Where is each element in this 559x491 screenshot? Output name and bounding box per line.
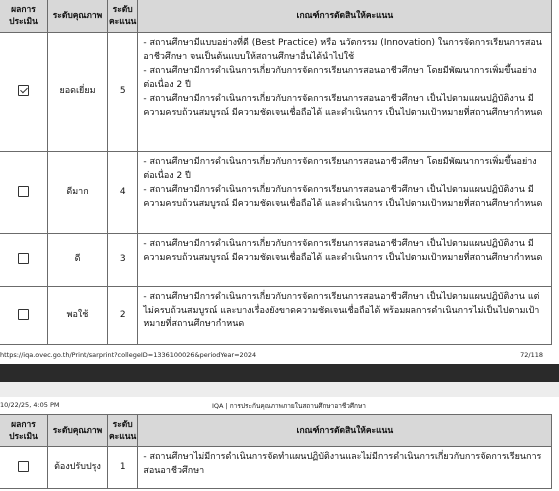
- criteria-cell: [138, 152, 552, 234]
- print-date: 10/22/25, 4:05 PM: [0, 401, 60, 409]
- result-checkbox-fair[interactable]: [18, 309, 29, 320]
- header-quality-level: ระดับคุณภาพ: [48, 415, 108, 447]
- print-url: https://iqa.ovec.go.th/Print/sarprint?collegeID=1336100026&periodYear=2024: [0, 351, 257, 359]
- result-cell: [0, 287, 48, 345]
- criteria-cell: [138, 234, 552, 287]
- criteria-cell: [138, 33, 552, 152]
- criteria-item: - สถานศึกษาไม่มีการดำเนินการจัดทำแผนปฏิบัติงานและไม่มีการดำเนินการเกี่ยวกับการจัดการเรียนการสอนอาชีวศึกษา: [143, 452, 542, 476]
- result-cell: [0, 152, 48, 234]
- page-footer: [0, 349, 559, 361]
- quality-level: ดีมาก: [48, 152, 108, 234]
- header-criteria: เกณฑ์การตัดสินให้คะแนน: [138, 415, 552, 447]
- quality-level: ต้องปรับปรุง: [48, 447, 108, 489]
- score-level: 5: [108, 33, 138, 152]
- header-result: ผลการประเมิน: [0, 0, 48, 33]
- page-break-gap: [0, 382, 559, 397]
- header-quality-level: ระดับคุณภาพ: [48, 0, 108, 33]
- table-header-row: [0, 415, 552, 447]
- quality-level: ยอดเยี่ยม: [48, 33, 108, 152]
- header-score-level: ระดับคะแนน: [108, 415, 138, 447]
- result-checkbox-very-good[interactable]: [18, 186, 29, 197]
- quality-level: พอใช้: [48, 287, 108, 345]
- result-checkbox-excellent[interactable]: [18, 85, 29, 96]
- criteria-item: - สถานศึกษามีการดำเนินการเกี่ยวกับการจัดการเรียนการสอนอาชีวศึกษา เป็นไปตามแผนปฏิบัติงาน มีความครบถ้วนสมบูรณ์ มีความชัดเจนเชื่อถือได้ และดำเนินการ เป็นไปตามเป้าหมายที่สถานศึกษากำหนด: [143, 185, 543, 209]
- page-header: [0, 399, 559, 411]
- rubric-row-very-good: [0, 152, 552, 234]
- header-score-level: ระดับคะแนน: [108, 0, 138, 33]
- result-cell: [0, 234, 48, 287]
- result-cell: [0, 447, 48, 489]
- criteria-item: - สถานศึกษามีการดำเนินการเกี่ยวกับการจัดการเรียนการสอนอาชีวศึกษา เป็นไปตามแผนปฏิบัติงาน แต่ไม่ครบถ้วนสมบูรณ์ และบางเรื่องยังขาดความชัดเจนเชื่อถือได้ พร้อมผลการดำเนินการไม่เป็นไปตามเป้าหมายที่สถานศึกษากำหนด: [143, 292, 540, 330]
- rubric-table-continued: [0, 414, 552, 489]
- page-number: 72/118: [520, 351, 543, 359]
- criteria-item: - สถานศึกษามีการดำเนินการเกี่ยวกับการจัดการเรียนการสอนอาชีวศึกษา โดยมีพัฒนาการเพิ่มขึ้นอย่างต่อเนื่อง 2 ปี: [143, 66, 537, 90]
- page-break-bar: [0, 364, 559, 382]
- criteria-item: - สถานศึกษามีแบบอย่างที่ดี (Best Practice) หรือ นวัตกรรม (Innovation) ในการจัดการเรียนการสอนอาชีวศึกษา จนเป็นต้นแบบให้สถานศึกษาอื่นได้นำไปใช้: [143, 38, 542, 62]
- criteria-item: - สถานศึกษามีการดำเนินการเกี่ยวกับการจัดการเรียนการสอนอาชีวศึกษา เป็นไปตามแผนปฏิบัติงาน มีความครบถ้วนสมบูรณ์ มีความชัดเจนเชื่อถือได้ และดำเนินการ เป็นไปตามเป้าหมายที่สถานศึกษากำหนด: [143, 94, 543, 118]
- result-checkbox-good[interactable]: [18, 253, 29, 264]
- criteria-item: - สถานศึกษามีการดำเนินการเกี่ยวกับการจัดการเรียนการสอนอาชีวศึกษา โดยมีพัฒนาการเพิ่มขึ้นอย่างต่อเนื่อง 2 ปี: [143, 157, 537, 181]
- result-cell: [0, 33, 48, 152]
- rubric-row-needs-improvement: [0, 447, 552, 489]
- criteria-cell: [138, 287, 552, 345]
- rubric-row-excellent: [0, 33, 552, 152]
- result-checkbox-needs-improvement[interactable]: [18, 461, 29, 472]
- rubric-row-fair: [0, 287, 552, 345]
- criteria-item: - สถานศึกษามีการดำเนินการเกี่ยวกับการจัดการเรียนการสอนอาชีวศึกษา เป็นไปตามแผนปฏิบัติงาน มีความครบถ้วนสมบูรณ์ มีความชัดเจนเชื่อถือได้ และดำเนินการ เป็นไปตามเป้าหมายที่สถานศึกษากำหนด: [143, 239, 543, 263]
- criteria-cell: [138, 447, 552, 489]
- print-title: IQA | การประกันคุณภาพภายในสถานศึกษาอาชีวศึกษา: [212, 402, 366, 410]
- header-criteria: เกณฑ์การตัดสินให้คะแนน: [138, 0, 552, 33]
- header-result: ผลการประเมิน: [0, 415, 48, 447]
- rubric-row-good: [0, 234, 552, 287]
- score-level: 3: [108, 234, 138, 287]
- score-level: 4: [108, 152, 138, 234]
- score-level: 1: [108, 447, 138, 489]
- table-header-row: [0, 0, 552, 33]
- score-level: 2: [108, 287, 138, 345]
- quality-level: ดี: [48, 234, 108, 287]
